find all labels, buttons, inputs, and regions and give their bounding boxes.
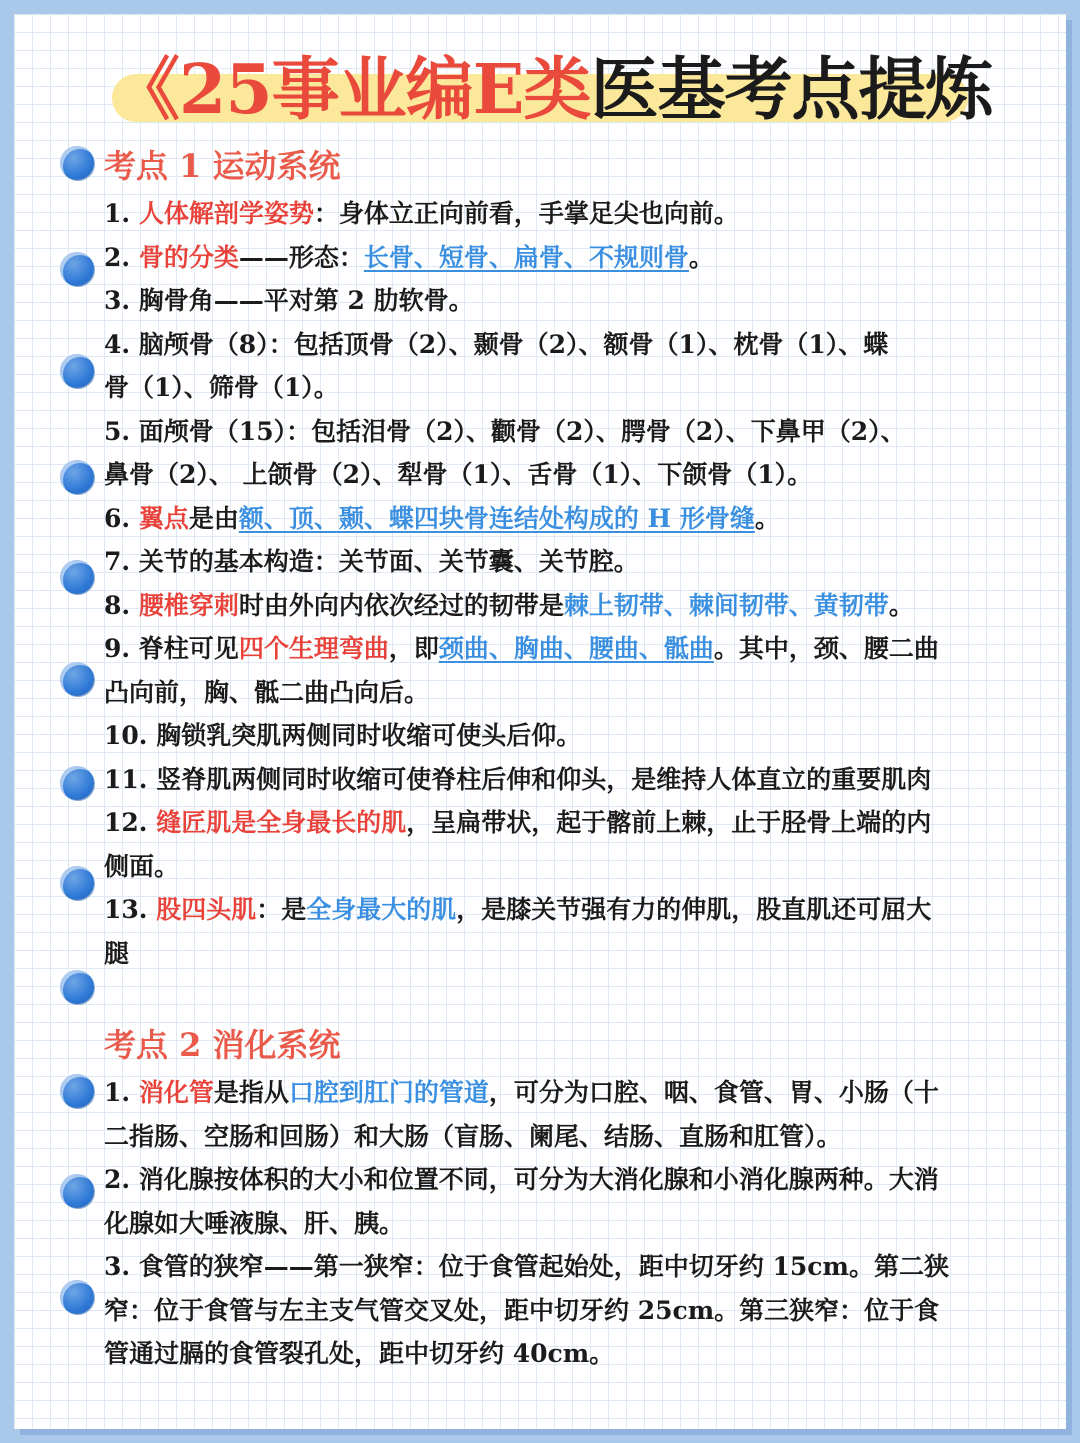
item-text: 3. 食管的狭窄——第一狭窄：位于食管起始处，距中切牙约 15cm。第二狭 <box>104 1252 949 1281</box>
section-2-title: 考点 2 消化系统 <box>104 1026 341 1064</box>
notes-content <box>104 140 999 1376</box>
title-black-part: 医基考点提炼 <box>590 50 993 130</box>
item-text: ，即 <box>388 634 439 663</box>
list-item: 3. 胸骨角——平对第 2 肋软骨。 <box>104 286 474 315</box>
title-red-part: 《25事业编E类 <box>112 50 591 130</box>
section-1-title: 考点 1 运动系统 <box>104 147 341 185</box>
item-text: 5. 面颅骨（15）：包括泪骨（2）、颧骨（2）、腭骨（2）、下鼻甲（2）、 <box>104 416 906 446</box>
item-text: 管通过膈的食管裂孔处，距中切牙约 40cm。 <box>104 1339 615 1368</box>
binder-ring-icon <box>60 1074 94 1108</box>
item-text: ：身体立正向前看，手掌足尖也向前。 <box>313 199 739 228</box>
list-item <box>104 1245 999 1376</box>
red-highlight: 消化管 <box>138 1078 214 1107</box>
item-number: 13. <box>104 895 157 924</box>
list-item <box>104 627 999 714</box>
binder-ring-icon <box>60 970 94 1004</box>
red-highlight: 股四头肌 <box>156 895 257 924</box>
list-item <box>104 410 999 497</box>
binder-ring-icon <box>60 866 94 900</box>
item-number: 1. <box>104 199 139 228</box>
item-text: 是指从 <box>213 1078 289 1107</box>
item-text: ，呈扁带状，起于髂前上棘，止于胫骨上端的内 <box>406 808 932 837</box>
blue-highlight: 全身最大的肌 <box>306 895 457 924</box>
list-item <box>104 584 999 628</box>
list-item: 7. 关节的基本构造：关节面、关节囊、关节腔。 <box>104 547 639 576</box>
binder-ring-icon <box>60 662 94 696</box>
item-number: 6. <box>104 503 139 533</box>
item-text: ，可分为口腔、咽、食管、胃、小肠（十 <box>488 1078 939 1107</box>
item-text: 。 <box>888 590 914 620</box>
item-number: 8. <box>104 590 139 620</box>
item-text: 4. 脑颅骨（8）：包括顶骨（2）、颞骨（2）、额骨（1）、枕骨（1）、蝶 <box>104 329 889 359</box>
blue-highlight: 额、顶、颞、蝶四块骨连结处构成的 H 形骨缝 <box>238 503 755 533</box>
binder-ring-icon <box>60 560 94 594</box>
blue-highlight: 长骨、短骨、扁骨、不规则骨 <box>363 242 689 272</box>
list-item <box>104 323 999 410</box>
item-text: 化腺如大唾液腺、肝、胰。 <box>104 1208 405 1238</box>
red-highlight: 腰椎穿刺 <box>138 590 239 620</box>
red-highlight: 翼点 <box>138 503 189 533</box>
item-number: 9. 脊柱可见 <box>104 634 239 663</box>
item-text: 。其中，颈、腰二曲 <box>713 634 939 663</box>
item-text: 二指肠、空肠和回肠）和大肠（盲肠、阑尾、结肠、直肠和肛管）。 <box>104 1121 842 1151</box>
blue-highlight: 棘上韧带、棘间韧带、黄韧带 <box>563 590 889 620</box>
red-highlight: 骨的分类 <box>138 242 239 272</box>
item-text: 窄：位于食管与左主支气管交叉处，距中切牙约 25cm。第三狭窄：位于食 <box>104 1295 940 1325</box>
binder-ring-icon <box>60 1280 94 1314</box>
item-text: 时由外向内依次经过的韧带是 <box>238 590 564 620</box>
item-number: 1. <box>104 1078 139 1107</box>
list-item <box>104 236 999 280</box>
red-highlight: 缝匠肌是全身最长的肌 <box>156 808 407 837</box>
blue-highlight: 颈曲、胸曲、腰曲、骶曲 <box>438 634 714 663</box>
red-highlight: 四个生理弯曲 <box>238 634 389 663</box>
list-item <box>104 888 999 975</box>
list-item <box>104 192 999 236</box>
item-text: 鼻骨（2）、 上颌骨（2）、犁骨（1）、舌骨（1）、下颌骨（1）。 <box>104 460 813 489</box>
item-text: 腿 <box>104 938 130 968</box>
item-text: ，是膝关节强有力的伸肌，股直肌还可屈大 <box>456 895 932 924</box>
list-item: 11. 竖脊肌两侧同时收缩可使脊柱后伸和仰头，是维持人体直立的重要肌肉 <box>104 764 932 794</box>
binder-ring-icon <box>60 146 94 180</box>
item-text: 侧面。 <box>104 851 180 881</box>
binder-ring-icon <box>60 354 94 388</box>
page-title <box>112 50 993 130</box>
list-item <box>104 1158 999 1245</box>
item-text: 。 <box>688 242 714 272</box>
blue-highlight: 口腔到肛门的管道 <box>288 1078 489 1107</box>
list-item: 10. 胸锁乳突肌两侧同时收缩可使头后仰。 <box>104 721 582 750</box>
red-highlight: 人体解剖学姿势 <box>138 199 314 228</box>
binder-ring-icon <box>60 766 94 800</box>
item-text: 2. 消化腺按体积的大小和位置不同，可分为大消化腺和小消化腺两种。大消 <box>104 1165 939 1194</box>
item-text: ——形态： <box>238 242 364 272</box>
list-item <box>104 801 999 888</box>
binder-ring-icon <box>60 252 94 286</box>
item-text: ：是 <box>256 895 307 924</box>
item-text: 是由 <box>188 503 239 533</box>
binder-ring-icon <box>60 1174 94 1208</box>
item-text: 凸向前，胸、骶二曲凸向后。 <box>104 677 430 707</box>
item-number: 12. <box>104 808 157 837</box>
list-item <box>104 497 999 541</box>
item-text: 骨（1）、筛骨（1）。 <box>104 373 339 402</box>
list-item <box>104 1071 999 1158</box>
item-text: 。 <box>754 503 780 533</box>
item-number: 2. <box>104 242 139 272</box>
binder-ring-icon <box>60 460 94 494</box>
